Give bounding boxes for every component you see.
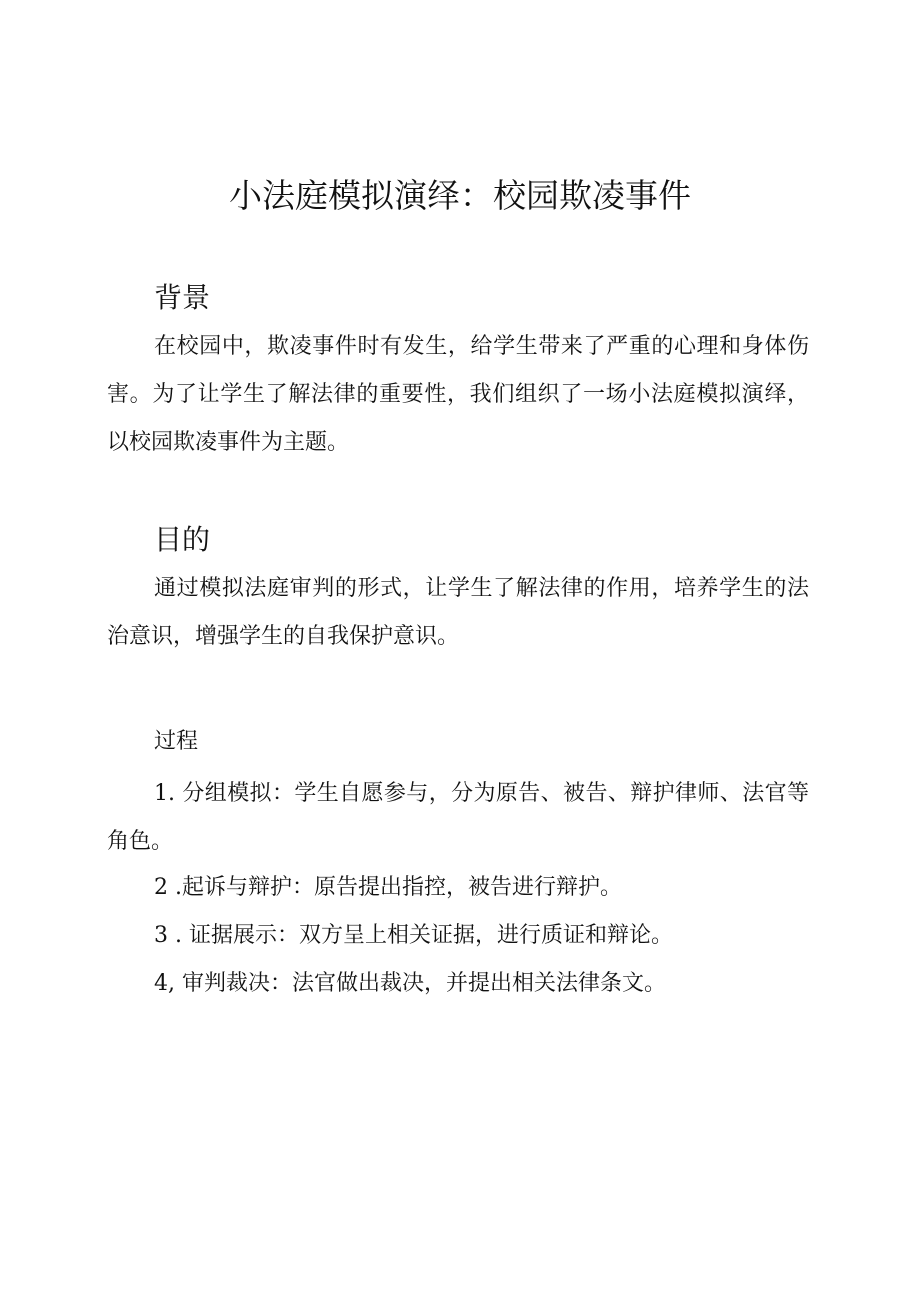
purpose-paragraph: 通过模拟法庭审判的形式，让学生了解法律的作用，培养学生的法治意识，增强学生的自我保护意识。 [107,576,809,649]
process-step-4: 4, 审判裁决：法官做出裁决，并提出相关法律条文。 [154,971,666,996]
process-heading: 过程 [154,729,199,754]
document-title: 小法庭模拟演绎：校园欺凌事件 [229,176,691,215]
purpose-heading: 目的 [154,523,211,556]
process-step-3: 3 . 证据展示：双方呈上相关证据，进行质证和辩论。 [154,923,673,948]
process-step-2: 2 .起诉与辩护：原告提出指控，被告进行辩护。 [154,875,622,900]
background-heading: 背景 [154,281,211,314]
background-paragraph: 在校园中，欺凌事件时有发生，给学生带来了严重的心理和身体伤害。为了让学生了解法律的重要性，我们组织了一场小法庭模拟演绎，以校园欺凌事件为主题。 [107,334,809,455]
process-step-1: 1. 分组模拟：学生自愿参与，分为原告、被告、辩护律师、法官等角色。 [107,781,809,854]
